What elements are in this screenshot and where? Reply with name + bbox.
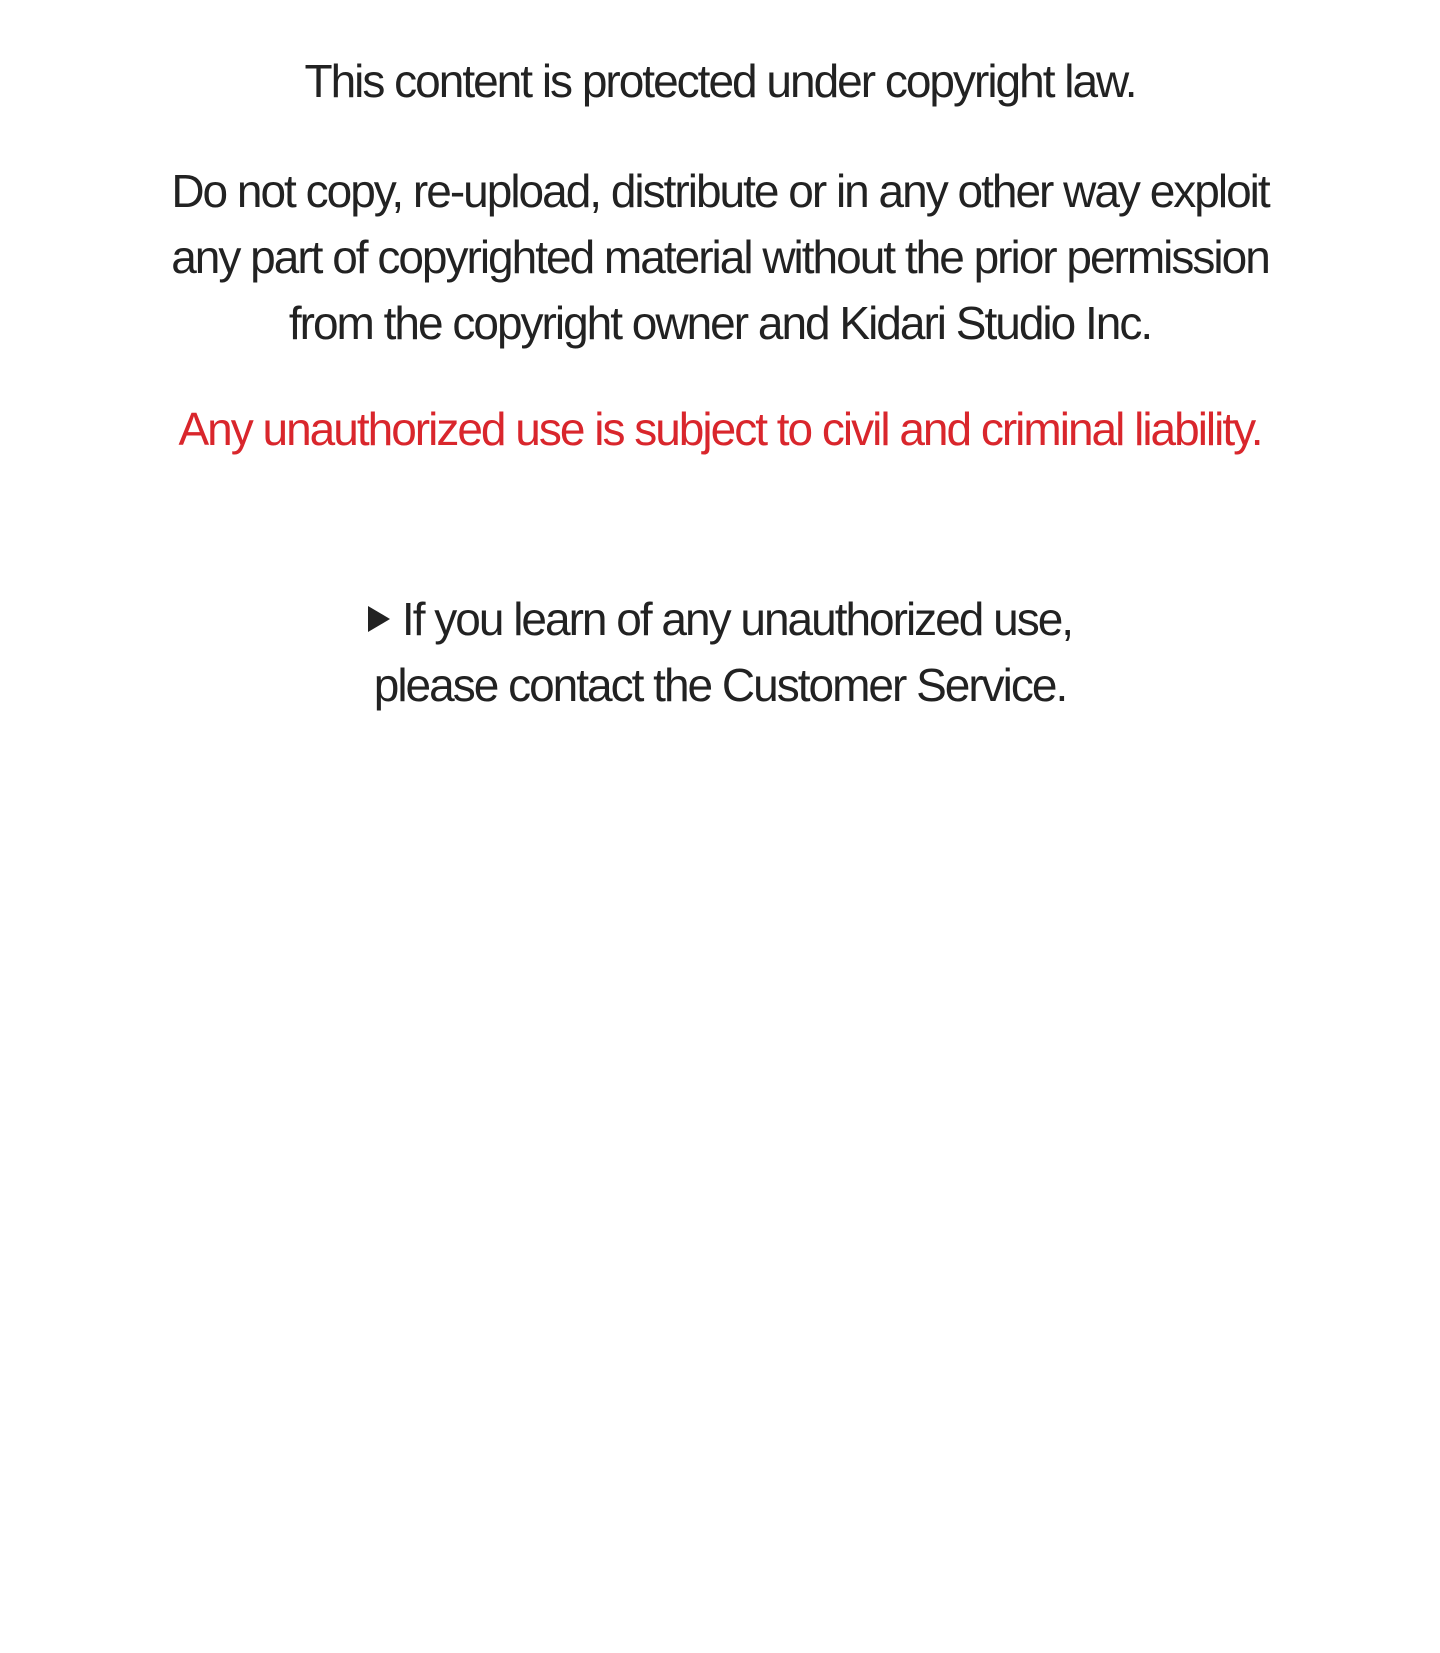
notice-body-line: any part of copyrighted material without the prior permission [171,231,1269,283]
contact-line-text: If you learn of any unauthorized use, [401,593,1073,645]
liability-warning: Any unauthorized use is subject to civil and criminal liability. [178,403,1262,455]
notice-body [0,158,1440,356]
contact-notice [0,586,1440,718]
notice-body-line: from the copyright owner and Kidari Studio Inc. [288,297,1152,349]
triangle-right-icon [368,606,390,632]
notice-body-line: Do not copy, re-upload, distribute or in any other way exploit [171,165,1269,217]
contact-line: please contact the Customer Service. [373,659,1067,711]
contact-line [0,586,1440,652]
copyright-notice [0,0,1440,718]
notice-heading: This content is protected under copyright law. [304,55,1136,107]
